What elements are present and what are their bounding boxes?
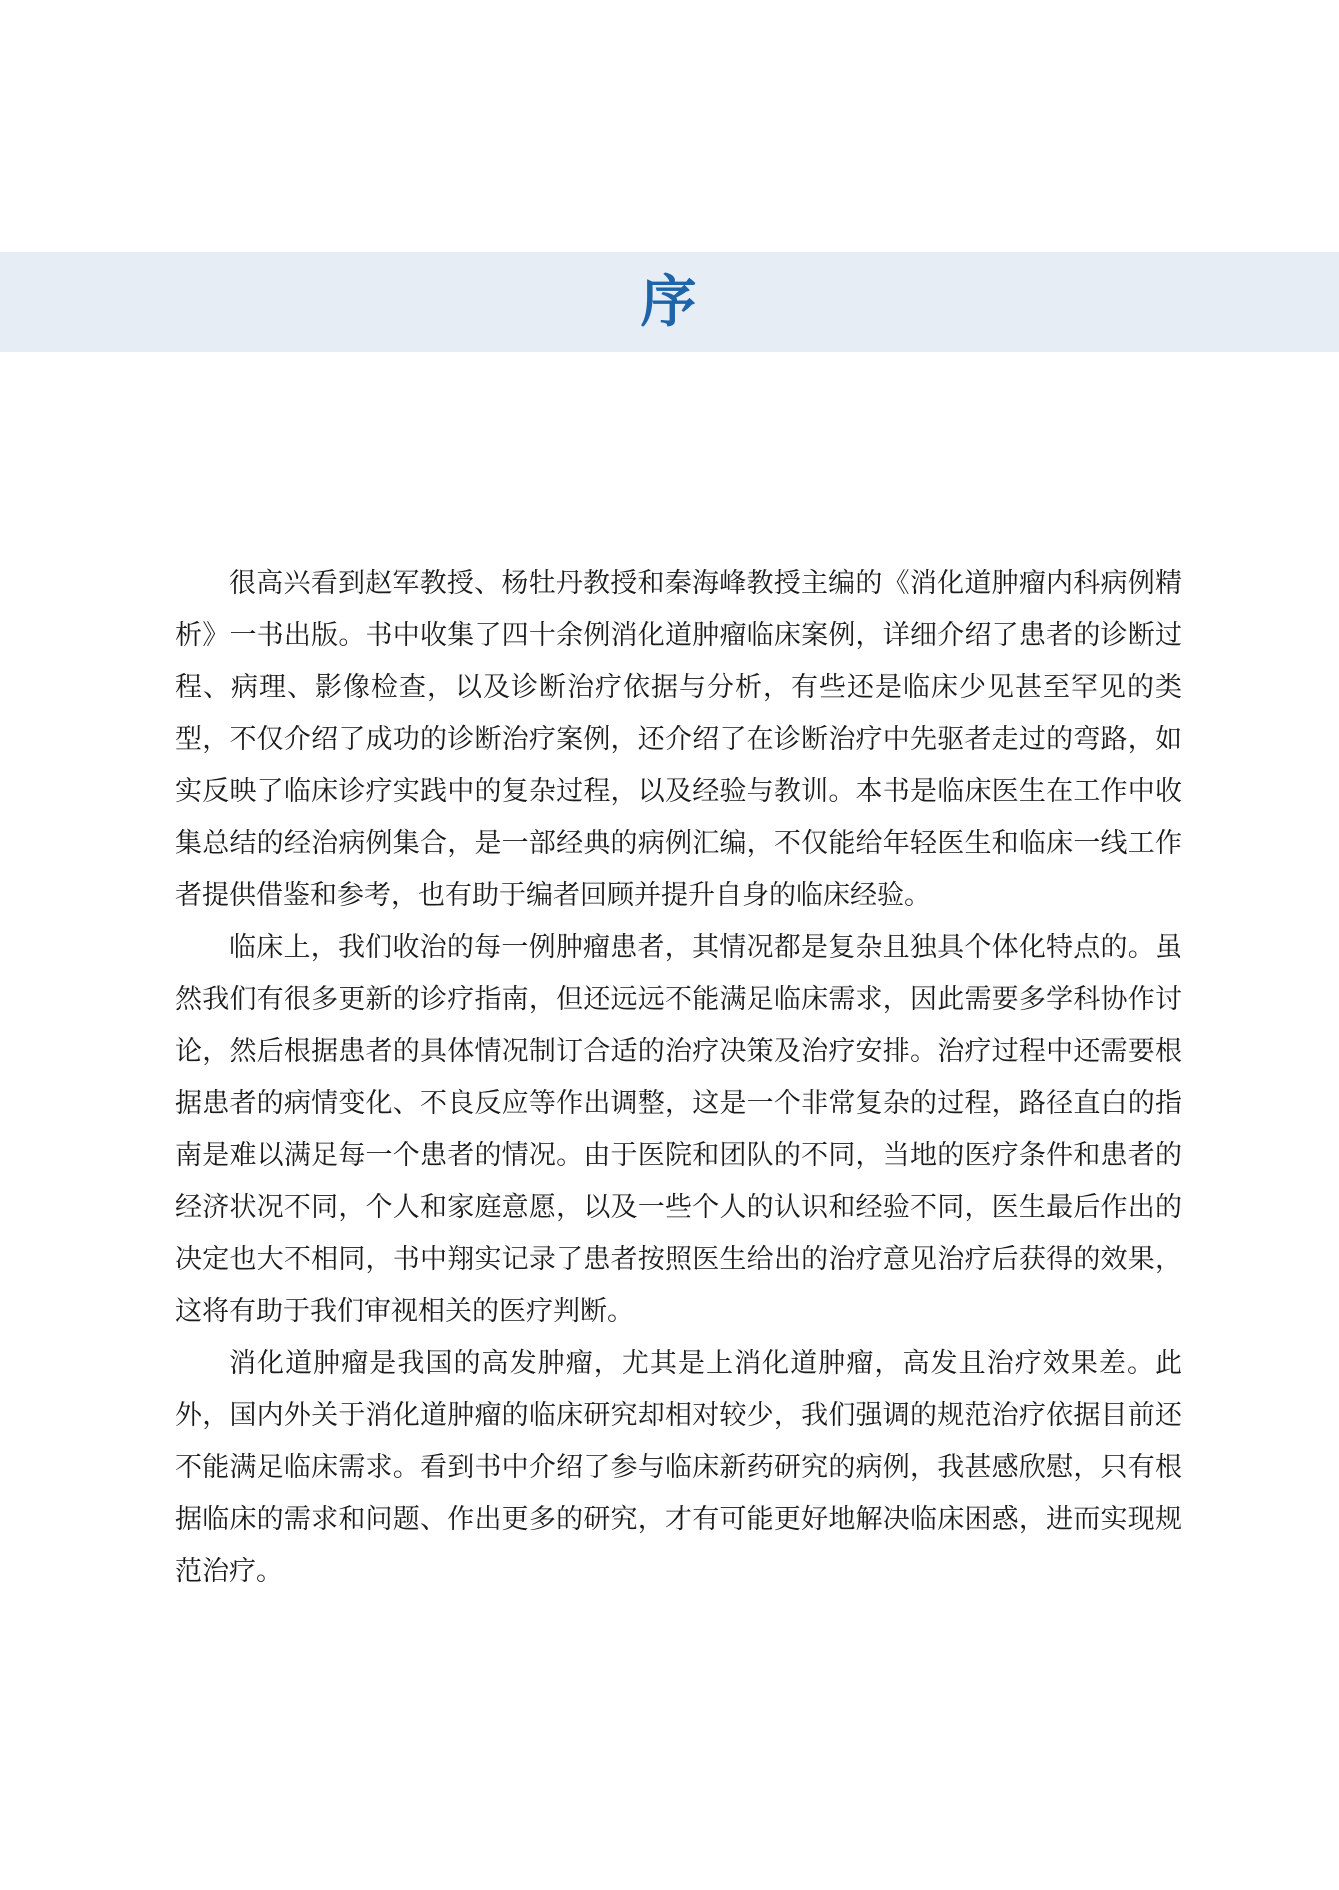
paragraph-3: 消化道肿瘤是我国的高发肿瘤，尤其是上消化道肿瘤，高发且治疗效果差。此外，国内外关于消化道肿瘤的临床研究却相对较少，我们强调的规范治疗依据目前还不能满足临床需求。看到书中介绍了参与临床新药研究的病例，我甚感欣慰，只有根据临床的需求和问题、作出更多的研究，才有可能更好地解决临床困惑，进而实现规范治疗。 bbox=[175, 1348, 1182, 1587]
preface-body bbox=[175, 558, 1182, 1598]
paragraph-1: 很高兴看到赵军教授、杨牡丹教授和秦海峰教授主编的《消化道肿瘤内科病例精析》一书出版。书中收集了四十余例消化道肿瘤临床案例，详细介绍了患者的诊断过程、病理、影像检查，以及诊断治疗依据与分析，有些还是临床少见甚至罕见的类型，不仅介绍了成功的诊断治疗案例，还介绍了在诊断治疗中先驱者走过的弯路，如实反映了临床诊疗实践中的复杂过程，以及经验与教训。本书是临床医生在工作中收集总结的经治病例集合，是一部经典的病例汇编，不仅能给年轻医生和临床一线工作者提供借鉴和参考，也有助于编者回顾并提升自身的临床经验。 bbox=[175, 568, 1182, 911]
paragraph-2: 临床上，我们收治的每一例肿瘤患者，其情况都是复杂且独具个体化特点的。虽然我们有很多更新的诊疗指南，但还远远不能满足临床需求，因此需要多学科协作讨论，然后根据患者的具体情况制订合适的治疗决策及治疗安排。治疗过程中还需要根据患者的病情变化、不良反应等作出调整，这是一个非常复杂的过程，路径直白的指南是难以满足每一个患者的情况。由于医院和团队的不同，当地的医疗条件和患者的经济状况不同，个人和家庭意愿，以及一些个人的认识和经验不同，医生最后作出的决定也大不相同，书中翔实记录了患者按照医生给出的治疗意见治疗后获得的效果，这将有助于我们审视相关的医疗判断。 bbox=[175, 932, 1182, 1327]
title-band bbox=[0, 252, 1339, 352]
page-title: 序 bbox=[640, 269, 699, 335]
